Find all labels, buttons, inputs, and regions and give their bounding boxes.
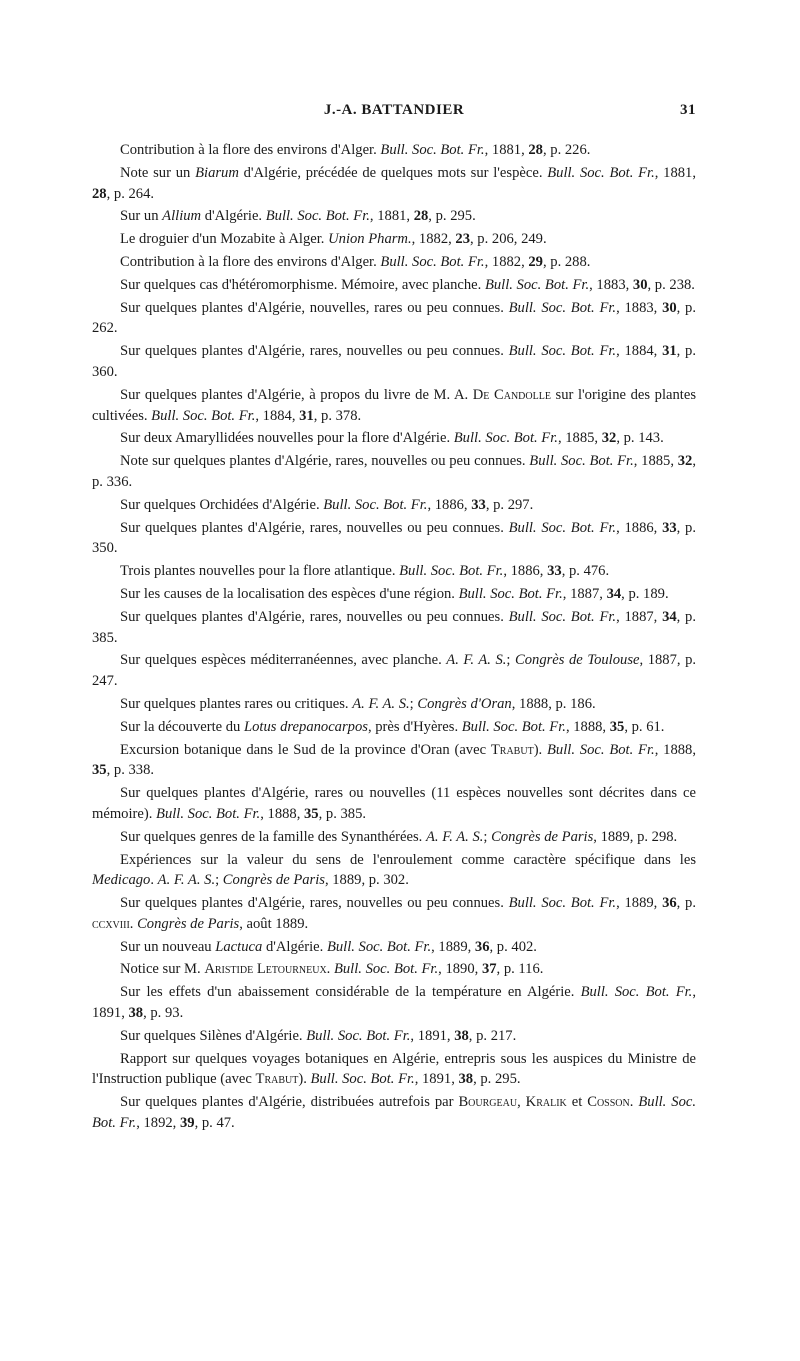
bibliography-list [92,140,696,1136]
entry-text: d'Algérie. [201,208,266,225]
volume-number: 31 [662,343,677,360]
entry-text: , p. 61. [624,718,665,735]
volume-number: 33 [547,563,562,580]
italic-text: Bull. Soc. Bot. Fr. [461,718,566,735]
bibliography-entry [92,206,696,227]
volume-number: 28 [92,185,107,202]
italic-text: Bull. Soc. Bot. Fr. [508,895,617,912]
entry-text: Sur quelques plantes d'Algérie, rares, nouvelles ou peu connues. [120,895,509,912]
entry-text: , 1888, p. 186. [511,695,596,712]
italic-text: A. F. A. S. [157,872,216,889]
entry-text: . [629,1094,639,1111]
entry-text: , p. 217. [468,1027,517,1044]
italic-text: Congrès de Paris [137,915,240,932]
entry-text: , p. 238. [647,276,695,293]
italic-text: Bull. Soc. Bot. Fr. [380,253,485,270]
volume-number: 35 [304,805,319,822]
entry-text: , p. 288. [542,253,591,270]
italic-text: Bull. Soc. Bot. Fr. [508,299,617,316]
bibliography-entry [92,650,696,692]
entry-text: , 1886, [427,496,472,513]
italic-text: Bull. Soc. Bot. Fr. [92,1094,697,1132]
entry-text: , 1886, [616,519,663,536]
italic-text: Bull. Soc. Bot. Fr. [547,164,655,181]
entry-text: , 1892, [136,1115,180,1132]
italic-text: Bull. Soc. Bot. Fr. [326,938,432,955]
entry-text: Sur quelques genres de la famille des Synanthérées. [120,828,426,845]
entry-text: , 1889, p. 298. [593,828,678,845]
entry-text: Contribution à la flore des environs d'Alger. [120,253,381,270]
entry-text: , 1881, [369,208,414,225]
entry-text: , p. 143. [616,430,664,447]
entry-text: Sur les causes de la localisation des espèces d'une région. [120,585,459,602]
bibliography-entry [92,740,696,782]
entry-text: Sur quelques cas d'hétéromorphisme. Mémoire, avec planche. [120,276,485,293]
italic-text: Bull. Soc. Bot. Fr. [265,208,370,225]
entry-text: , p. [676,895,696,912]
small-caps-name: Cosson [587,1094,630,1111]
italic-text: Union Pharm. [328,231,412,248]
italic-text: Medicago [92,872,151,889]
italic-text: Lotus drepanocarpos [244,718,368,735]
entry-text: , 1883, [589,276,633,293]
small-caps-name: Trabut [490,741,534,758]
volume-number: 33 [662,519,677,536]
volume-number: 35 [609,718,625,735]
italic-text: Bull. Soc. Bot. Fr. [458,585,563,602]
entry-text: , p. 378. [313,407,362,424]
volume-number: 34 [662,608,677,625]
volume-number: 35 [92,762,107,779]
entry-text: ). [298,1071,311,1088]
italic-text: A. F. A. S. [352,695,410,712]
entry-text: , 1885, [557,430,602,447]
entry-text: Note sur un [120,164,196,181]
page-number: 31 [680,102,696,118]
entry-text: , 1884, [255,407,300,424]
bibliography-entry [92,717,696,738]
volume-number: 32 [601,430,617,447]
entry-text: ; [483,828,492,845]
italic-text: Bull. Soc. Bot. Fr. [151,407,256,424]
italic-text: Bull. Soc. Bot. Fr. [484,276,590,293]
entry-text: , 1886, [503,563,548,580]
entry-text: , p. 295. [473,1071,521,1088]
entry-text: , 1882, [484,253,529,270]
bibliography-entry [92,694,696,715]
bibliography-entry [92,607,696,649]
entry-text: , 1889, p. 302. [324,872,409,889]
italic-text: Bull. Soc. Bot. Fr. [310,1071,415,1088]
entry-text: , près d'Hyères. [367,718,462,735]
small-caps-name: Aristide Letourneux [204,961,327,978]
volume-number: 38 [128,1005,144,1022]
volume-number: 32 [677,453,693,470]
bibliography-entry [92,229,696,250]
small-caps-name: ccxviii [92,915,130,932]
entry-text: Sur quelques plantes d'Algérie, à propos du livre de M. A. [120,386,473,403]
entry-text: Sur quelques plantes rares ou critiques. [120,695,353,712]
bibliography-entry [92,451,696,493]
bibliography-entry [92,341,696,383]
bibliography-entry [92,518,696,560]
entry-text: Excursion botanique dans le Sud de la province d'Oran (avec [120,741,491,758]
entry-text: , p. 402. [489,938,537,955]
entry-text: Trois plantes nouvelles pour la flore atlantique. [120,563,400,580]
bibliography-entry [92,584,696,605]
italic-text: Bull. Soc. Bot. Fr. [323,496,428,513]
entry-text: et [566,1094,588,1111]
small-caps-name: Bourgeau [458,1094,518,1111]
volume-number: 28 [528,142,543,158]
volume-number: 36 [662,895,677,912]
small-caps-name: Kralik [525,1094,567,1111]
page-header [92,102,696,126]
italic-text: Bull. Soc. Bot. Fr. [156,805,261,822]
entry-text: ; [409,695,418,712]
entry-text: , p. 264. [106,185,155,202]
entry-text: d'Algérie. [262,938,327,955]
italic-text: Congrès de Paris [222,872,325,889]
volume-number: 33 [471,496,486,513]
entry-text: Sur quelques Orchidées d'Algérie. [120,496,324,513]
entry-text: Sur quelques plantes d'Algérie, nouvelles, rares ou peu connues. [120,299,509,316]
entry-text: , p. 93. [143,1005,184,1022]
entry-text: Sur quelques plantes d'Algérie, distribuées autrefois par [120,1094,459,1111]
volume-number: 30 [632,276,648,293]
entry-text: Sur un [120,208,163,225]
italic-text: Bull. Soc. Bot. Fr. [453,430,558,447]
entry-text: , p. 350. [92,519,696,557]
entry-text: , 1887, [562,585,607,602]
entry-text: , 1881, [654,164,696,181]
bibliography-entry [92,1049,696,1091]
volume-number: 36 [474,938,490,955]
entry-text: , p. 262. [92,299,696,337]
volume-number: 39 [179,1115,195,1132]
bibliography-entry [92,252,696,273]
entry-text: , août 1889. [239,915,309,932]
entry-text: , p. 206, 249. [470,231,547,248]
italic-text: Bull. Soc. Bot. Fr. [580,984,693,1001]
italic-text: Bull. Soc. Bot. Fr. [529,453,634,470]
entry-text: Sur un nouveau [120,938,216,955]
running-title: J.-A. BATTANDIER [323,102,465,118]
entry-text: Sur la découverte du [120,718,245,735]
entry-text: Sur quelques plantes d'Algérie, rares, nouvelles ou peu connues. [120,343,509,360]
entry-text: , p. 47. [194,1115,235,1132]
entry-text: Sur deux Amaryllidées nouvelles pour la flore d'Algérie. [120,430,454,447]
entry-text: sur l'origine des plantes cultivées. [92,386,696,424]
entry-text: , p. 476. [561,563,610,580]
entry-text: . [150,872,158,889]
entry-text: , 1887, p. 247. [92,652,697,690]
italic-text: Bull. Soc. Bot. Fr. [547,741,655,758]
entry-text: , p. 385. [318,805,367,822]
entry-text: , p. 297. [485,496,534,513]
volume-number: 29 [528,253,543,270]
entry-text: Note sur quelques plantes d'Algérie, rares, nouvelles ou peu connues. [120,453,530,470]
entry-text: Sur quelques plantes d'Algérie, rares, nouvelles ou peu connues. [120,608,509,625]
entry-text: Sur quelques espèces méditerranéennes, avec planche. [120,652,447,669]
entry-text: Expériences sur la valeur du sens de l'enroulement comme caractère spécifique dans les [120,851,696,868]
entry-text: , p. 295. [428,208,476,225]
bibliography-entry [92,1092,696,1134]
entry-text: , p. 336. [92,453,696,490]
entry-text: Le droguier d'un Mozabite à Alger. [120,231,329,248]
bibliography-entry [92,783,696,825]
entry-text: , p. 360. [92,343,696,380]
small-caps-name: Trabut [255,1071,299,1088]
entry-text: Rapport sur quelques voyages botaniques en Algérie, entrepris sous les auspices du Ministre de l'Instruction publique (avec [92,1050,696,1088]
entry-text: Sur les effets d'un abaissement considérable de la température en Algérie. [120,984,581,1001]
bibliography-entry [92,385,696,427]
volume-number: 30 [662,299,677,316]
italic-text: A. F. A. S. [425,828,484,845]
italic-text: Congrès de Paris [491,828,594,845]
bibliography-entry [92,982,696,1024]
small-caps-name: De Candolle [472,386,551,403]
volume-number: 28 [413,208,429,225]
italic-text: Bull. Soc. Bot. Fr. [306,1027,411,1044]
entry-text: , p. 385. [92,608,696,646]
entry-text: , 1891, [92,984,696,1022]
entry-text: , 1881, [484,142,529,158]
entry-text: , p. 226. [542,142,591,158]
bibliography-entry [92,827,696,848]
bibliography-entry [92,561,696,582]
bibliography-entry [92,275,696,296]
italic-text: Biarum [195,164,239,181]
entry-text: . [326,961,334,978]
entry-text: d'Algérie, précédée de quelques mots sur l'espèce. [238,164,548,181]
entry-text: ; [506,652,515,669]
entry-text: ). [533,741,548,758]
bibliography-entry [92,1026,696,1047]
volume-number: 31 [299,407,314,424]
italic-text: Congrès d'Oran [417,695,512,712]
entry-text: ; [215,872,223,889]
entry-text: , [517,1094,526,1111]
entry-text: , 1889, [616,895,663,912]
italic-text: Bull. Soc. Bot. Fr. [399,563,504,580]
bibliography-entry [92,959,696,980]
entry-text: , 1888, [654,741,696,758]
italic-text: Lactuca [215,938,263,955]
italic-text: Bull. Soc. Bot. Fr. [380,142,485,158]
entry-text: , 1891, [410,1027,455,1044]
entry-text: , 1885, [633,453,678,470]
bibliography-entry [92,298,696,340]
entry-text: Notice sur M. [120,961,205,978]
entry-text: Sur quelques plantes d'Algérie, rares, nouvelles ou peu connues. [120,519,509,536]
entry-text: , 1891, [414,1071,459,1088]
italic-text: Bull. Soc. Bot. Fr. [508,519,617,536]
volume-number: 38 [458,1071,474,1088]
entry-text: , 1884, [616,343,663,360]
entry-text: , 1882, [411,231,456,248]
entry-text: , 1888, [565,718,610,735]
italic-text: Allium [162,208,202,225]
entry-text: , 1889, [431,938,475,955]
italic-text: Bull. Soc. Bot. Fr. [508,608,617,625]
bibliography-entry [92,140,696,161]
bibliography-entry [92,163,696,205]
bibliography-entry [92,893,696,935]
italic-text: A. F. A. S. [446,652,507,669]
italic-text: Congrès de Toulouse [515,652,640,669]
volume-number: 38 [454,1027,469,1044]
entry-text: Sur quelques Silènes d'Algérie. [120,1027,307,1044]
bibliography-entry [92,428,696,449]
bibliography-entry [92,937,696,958]
entry-text: , 1890, [438,961,482,978]
entry-text: Sur quelques plantes d'Algérie, rares ou nouvelles (11 espèces nouvelles sont décrites dans ce mémoire). [92,785,696,822]
bibliography-entry [92,850,696,892]
entry-text: , 1888, [260,805,304,822]
entry-text: . [129,915,138,932]
entry-text: , 1887, [616,608,663,625]
entry-text: Contribution à la flore des environs d'Alger. [120,142,381,158]
volume-number: 37 [481,961,497,978]
entry-text: , p. 189. [621,585,669,602]
volume-number: 23 [455,231,470,248]
entry-text: , p. 116. [496,961,544,978]
entry-text: , 1883, [616,299,663,316]
italic-text: Bull. Soc. Bot. Fr. [508,343,617,360]
entry-text: , p. 338. [106,762,155,779]
italic-text: Bull. Soc. Bot. Fr. [333,961,439,978]
bibliography-entry [92,495,696,516]
volume-number: 34 [606,585,622,602]
